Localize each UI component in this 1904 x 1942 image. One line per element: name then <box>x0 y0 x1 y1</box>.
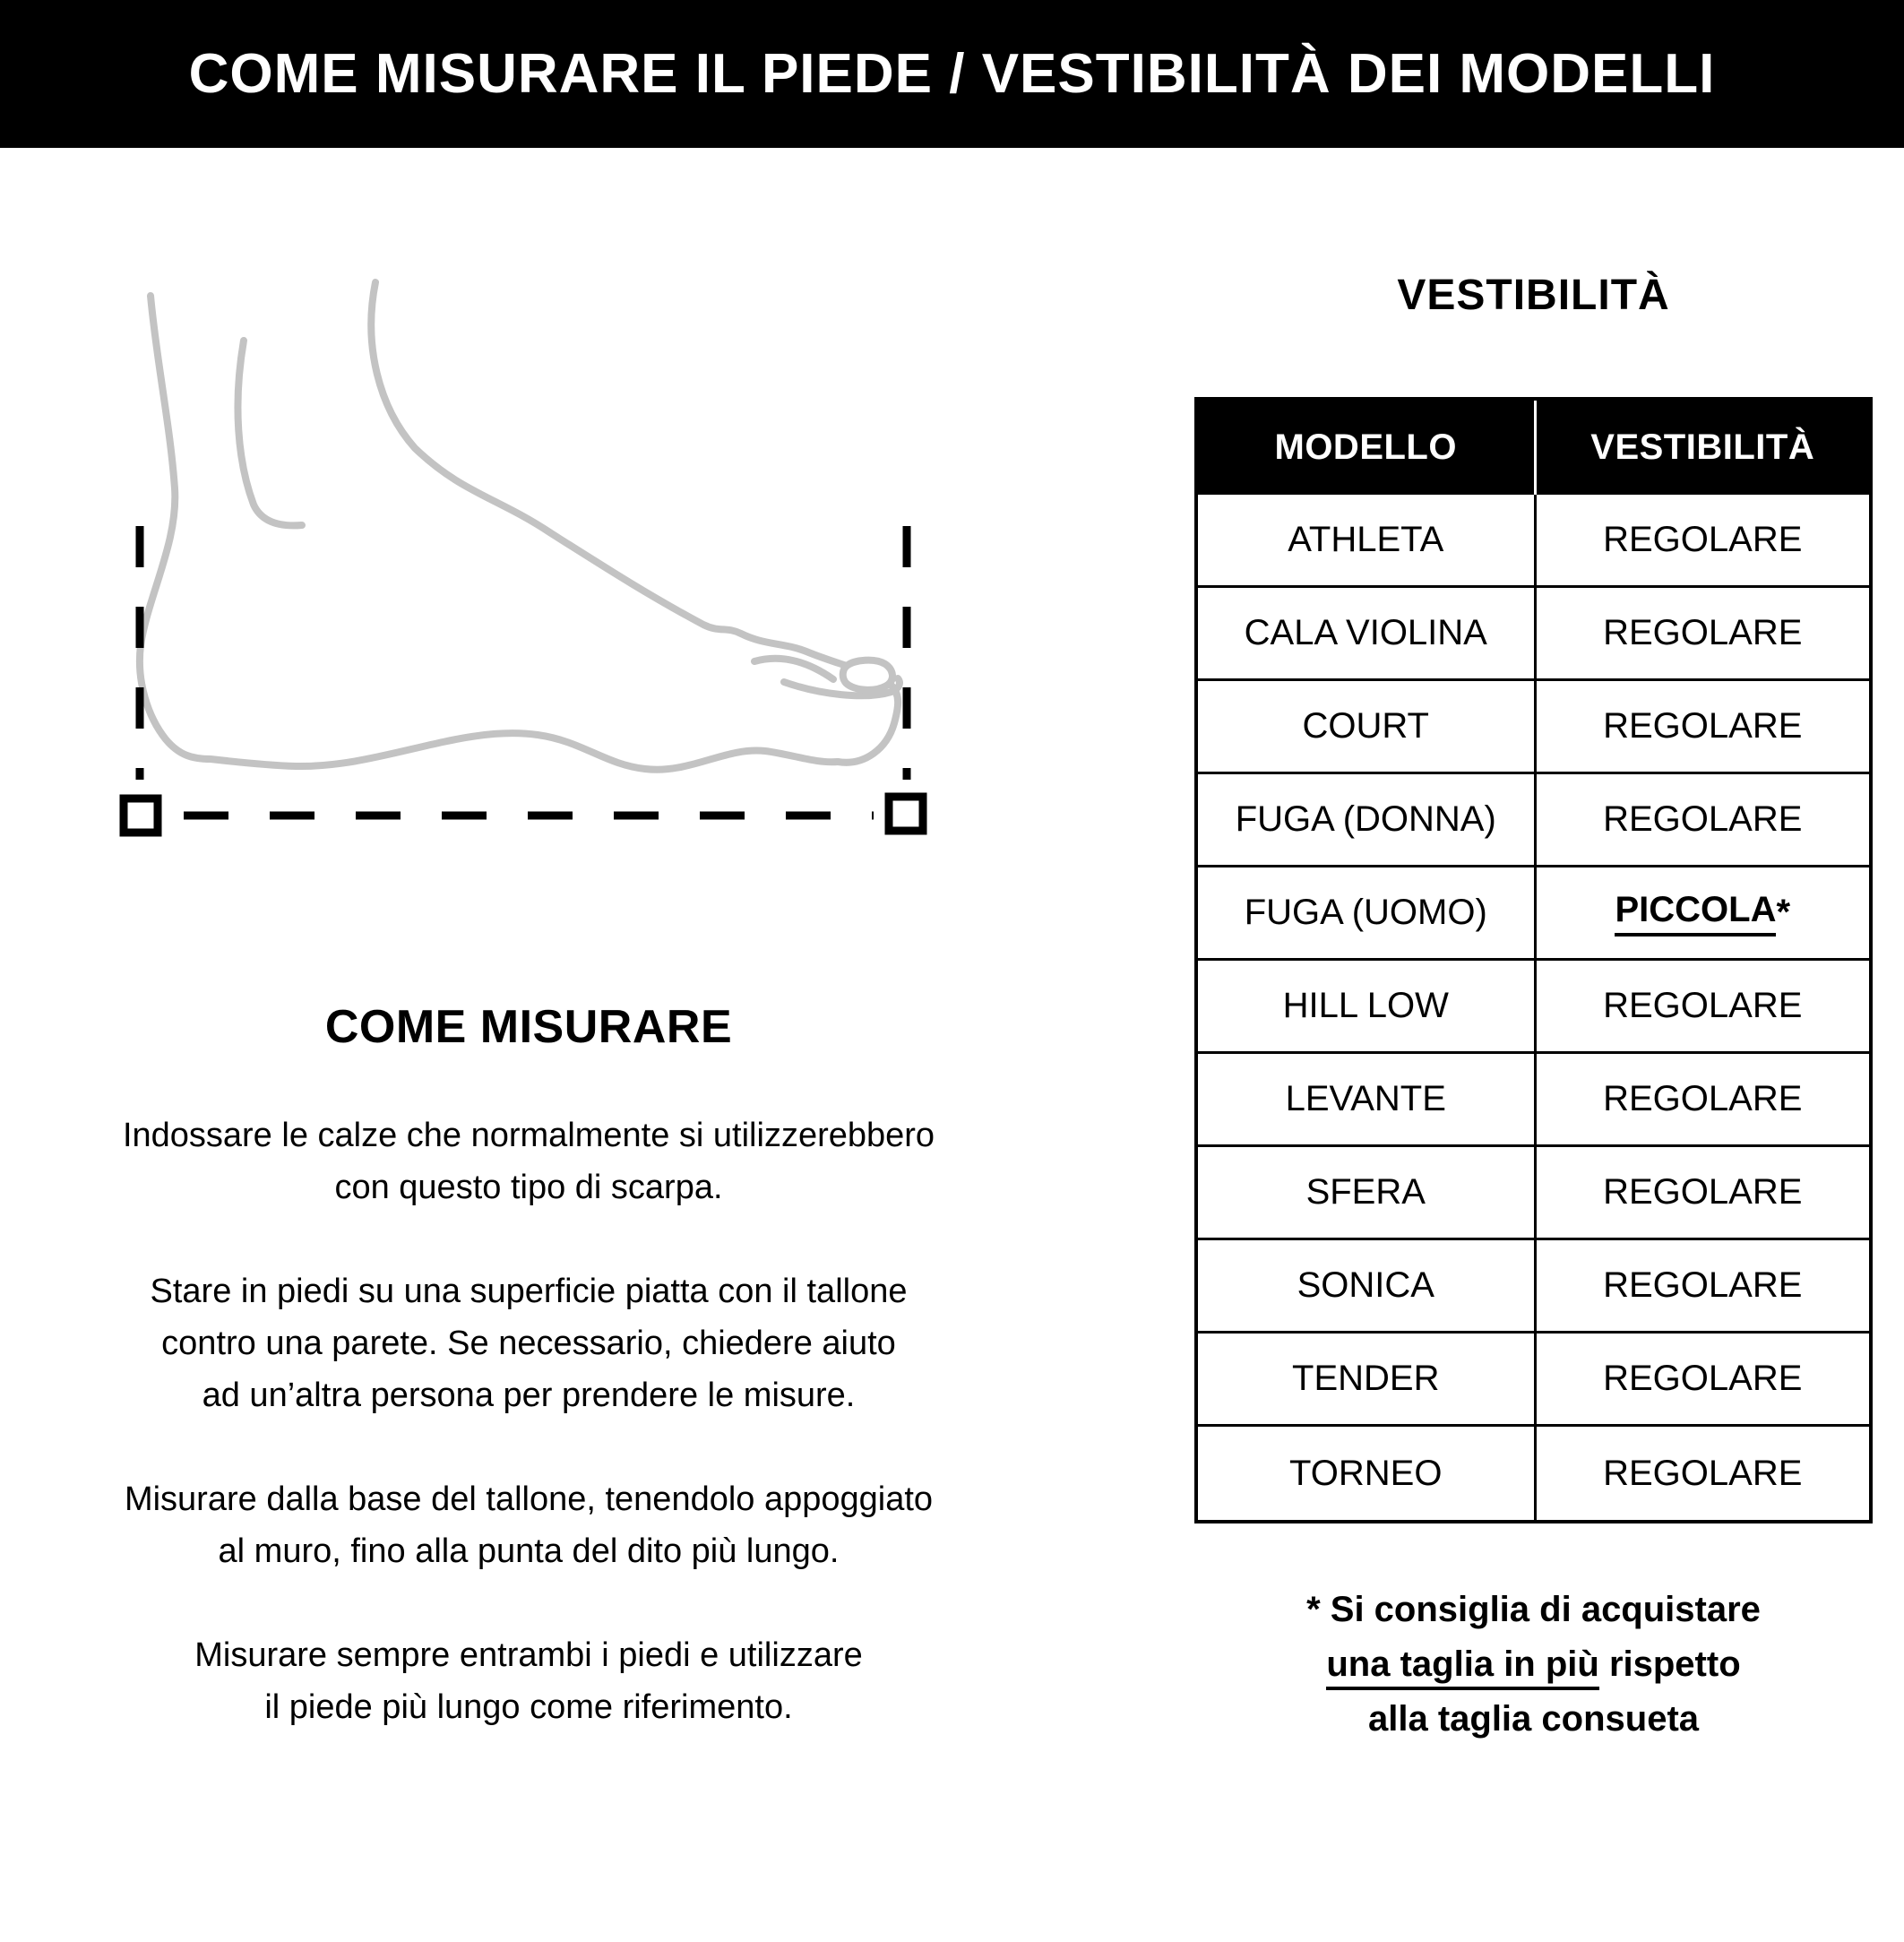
foot-toenail <box>843 660 892 690</box>
table-row <box>1198 495 1869 588</box>
foot-outline <box>140 282 900 770</box>
model-cell: TORNEO <box>1289 1453 1443 1493</box>
fit-cell: REGOLARE <box>1534 774 1870 865</box>
footnote-line <box>1194 1637 1873 1692</box>
column-header-fit: VESTIBILITÀ <box>1534 401 1870 495</box>
fit-cell: REGOLARE <box>1534 1054 1870 1144</box>
table-row <box>1198 1334 1869 1427</box>
fit-footnote <box>1194 1583 1873 1747</box>
fit-table <box>1194 397 1873 1523</box>
table-row <box>1198 774 1869 867</box>
page-title-banner <box>0 0 1904 148</box>
table-row <box>1198 588 1869 681</box>
fit-cell: REGOLARE <box>1534 1147 1870 1238</box>
measure-paragraph <box>22 1109 1035 1213</box>
paragraph-line: ad un’altra persona per prendere le misure. <box>202 1377 856 1414</box>
measure-paragraph <box>22 1265 1035 1421</box>
footnote-asterisk: * <box>1776 893 1791 932</box>
paragraph-line: Indossare le calze che normalmente si utilizzerebbero <box>122 1117 935 1154</box>
measure-marker-left <box>124 798 158 833</box>
model-cell: FUGA (DONNA) <box>1235 799 1496 839</box>
table-row <box>1198 867 1869 961</box>
fit-cell <box>1534 867 1870 958</box>
paragraph-line: contro una parete. Se necessario, chiedere aiuto <box>161 1325 896 1362</box>
measure-marker-right <box>889 797 923 831</box>
model-cell: LEVANTE <box>1285 1079 1446 1118</box>
fit-heading: VESTIBILITÀ <box>1397 272 1670 319</box>
table-row <box>1198 1147 1869 1240</box>
foot-inner-ankle-line <box>237 341 302 525</box>
fit-cell: REGOLARE <box>1534 1240 1870 1331</box>
model-cell: ATHLETA <box>1288 520 1444 559</box>
foot-back-sole-line <box>140 296 838 770</box>
paragraph-line: con questo tipo di scarpa. <box>334 1169 723 1206</box>
foot-measure-illustration <box>76 193 972 892</box>
model-cell: COURT <box>1302 706 1429 746</box>
model-cell: TENDER <box>1292 1359 1440 1398</box>
paragraph-line: al muro, fino alla punta del dito più lungo. <box>218 1532 840 1570</box>
measure-heading: COME MISURARE <box>324 1001 733 1053</box>
foot-instep-line <box>371 282 847 666</box>
table-row <box>1198 1427 1869 1520</box>
paragraph-line: Stare in piedi su una superficie piatta con il tallone <box>150 1273 908 1310</box>
model-cell: HILL LOW <box>1282 986 1449 1025</box>
fit-cell: REGOLARE <box>1534 1427 1870 1520</box>
model-cell: SONICA <box>1297 1265 1434 1305</box>
model-cell: CALA VIOLINA <box>1244 613 1487 652</box>
footnote-line <box>1194 1692 1873 1747</box>
fit-value-special: PICCOLA <box>1615 890 1776 936</box>
table-row <box>1198 1054 1869 1147</box>
model-cell: SFERA <box>1305 1172 1426 1212</box>
table-row <box>1198 1240 1869 1334</box>
measure-section <box>22 1000 1035 1733</box>
fit-cell: REGOLARE <box>1534 588 1870 678</box>
table-header-row <box>1198 401 1869 495</box>
measure-paragraph <box>22 1629 1035 1733</box>
fit-cell: REGOLARE <box>1534 961 1870 1051</box>
paragraph-line: il piede più lungo come riferimento. <box>264 1688 793 1726</box>
fit-cell: REGOLARE <box>1534 681 1870 772</box>
paragraph-line: Misurare sempre entrambi i piedi e utilizzare <box>194 1636 863 1674</box>
foot-second-toe-line <box>754 659 833 679</box>
footnote-text: * Si consiglia di acquistare <box>1306 1590 1761 1629</box>
fit-cell: REGOLARE <box>1534 495 1870 585</box>
footnote-line <box>1194 1583 1873 1637</box>
footnote-text: rispetto <box>1598 1644 1741 1684</box>
model-cell: FUGA (UOMO) <box>1244 893 1487 932</box>
column-header-model: MODELLO <box>1274 427 1457 467</box>
fit-cell: REGOLARE <box>1534 1334 1870 1424</box>
page-title: COME MISURARE IL PIEDE / VESTIBILITÀ DEI MODELLI <box>188 43 1716 105</box>
footnote-text: alla taglia consueta <box>1367 1699 1700 1739</box>
paragraph-line: Misurare dalla base del tallone, tenendolo appoggiato <box>124 1480 934 1518</box>
measure-guides <box>124 526 923 833</box>
footnote-underlined-text: una taglia in più <box>1326 1644 1598 1690</box>
table-row <box>1198 961 1869 1054</box>
table-row <box>1198 681 1869 774</box>
measure-paragraph <box>22 1473 1035 1577</box>
